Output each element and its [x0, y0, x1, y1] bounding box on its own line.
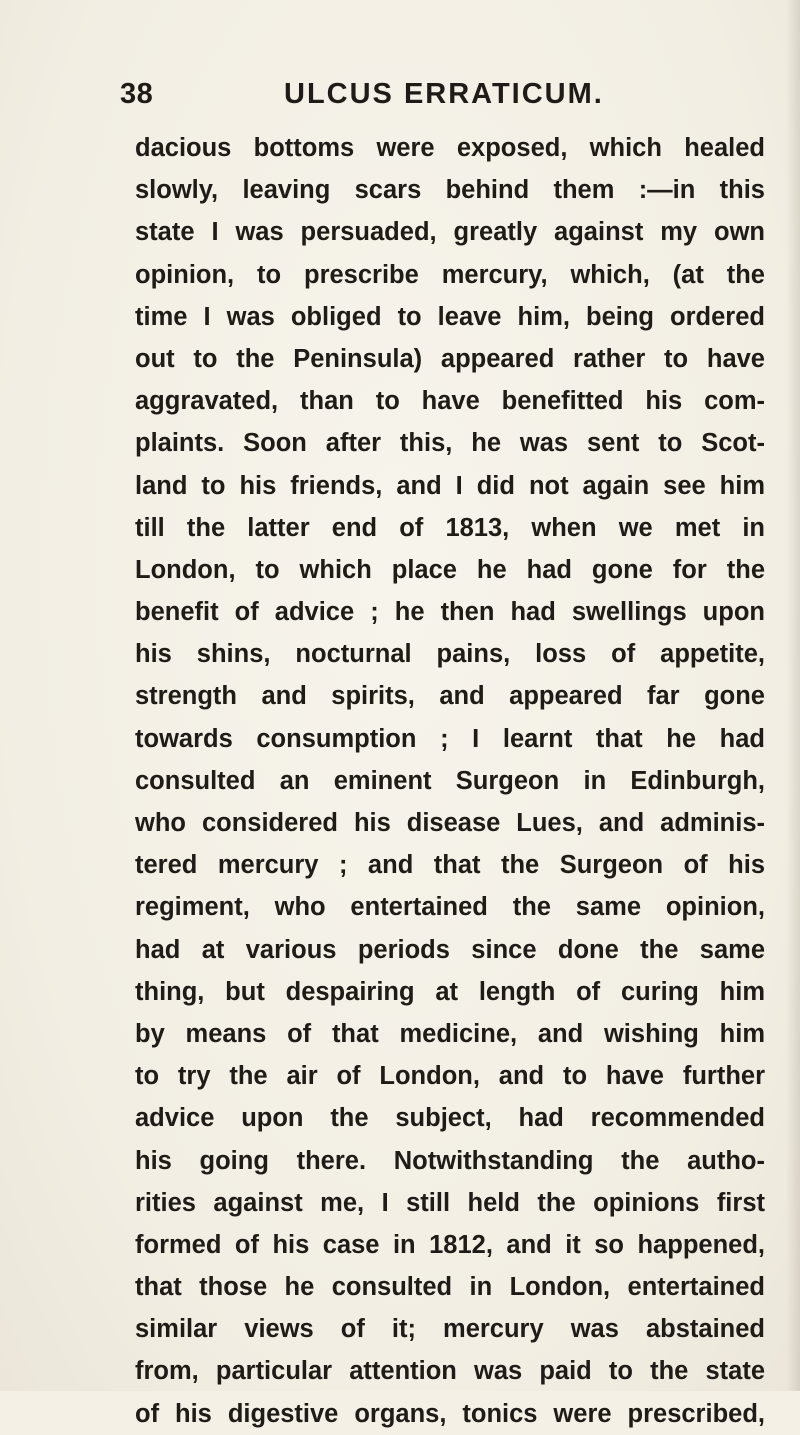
text-line: his going there. Notwithstanding the autho-: [135, 1146, 765, 1175]
text-line: from, particular attention was paid to the state: [135, 1357, 765, 1386]
text-line: aggravated, than to have benefitted his com-: [135, 387, 765, 416]
text-line: regiment, who entertained the same opinion,: [135, 893, 765, 922]
page-edge-shadow: [786, 0, 800, 1391]
text-line: his shins, nocturnal pains, loss of appetite,: [135, 640, 765, 669]
text-line: advice upon the subject, had recommended: [135, 1104, 765, 1133]
text-line: opinion, to prescribe mercury, which, (at the: [135, 260, 765, 289]
text-line: plaints. Soon after this, he was sent to Scot-: [135, 429, 765, 458]
text-line: similar views of it; mercury was abstained: [135, 1315, 765, 1344]
text-line: dacious bottoms were exposed, which healed: [135, 134, 765, 162]
text-line: time I was obliged to leave him, being ordered: [135, 302, 765, 331]
text-line: tered mercury ; and that the Surgeon of his: [135, 851, 765, 880]
running-title: ULCUS ERRATICUM.: [284, 78, 604, 110]
text-line: slowly, leaving scars behind them :—in this: [135, 176, 765, 205]
text-line: towards consumption ; I learnt that he had: [135, 724, 765, 753]
text-line: by means of that medicine, and wishing him: [135, 1019, 765, 1048]
running-header: [120, 78, 800, 118]
text-line: strength and spirits, and appeared far gone: [135, 682, 765, 711]
text-line: to try the air of London, and to have further: [135, 1062, 765, 1091]
text-line: had at various periods since done the same: [135, 935, 765, 964]
text-line: rities against me, I still held the opinions first: [135, 1188, 765, 1217]
text-line: who considered his disease Lues, and adminis-: [135, 809, 765, 837]
text-line: thing, but despairing at length of curing him: [135, 977, 765, 1006]
text-line: London, to which place he had gone for the: [135, 555, 765, 584]
text-line: out to the Peninsula) appeared rather to have: [135, 344, 765, 373]
text-line: land to his friends, and I did not again see him: [135, 471, 765, 500]
text-line: consulted an eminent Surgeon in Edinburgh,: [135, 766, 765, 795]
text-line: that those he consulted in London, entertained: [135, 1273, 765, 1302]
text-line: till the latter end of 1813, when we met in: [135, 513, 765, 542]
page-number: 38: [120, 78, 154, 110]
text-line: formed of his case in 1812, and it so happened,: [135, 1230, 765, 1259]
body-text: [135, 127, 765, 1435]
text-line: benefit of advice ; he then had swellings upon: [135, 598, 765, 627]
text-line: state I was persuaded, greatly against my own: [135, 218, 765, 247]
text-line: of his digestive organs, tonics were prescribed,: [135, 1399, 765, 1428]
